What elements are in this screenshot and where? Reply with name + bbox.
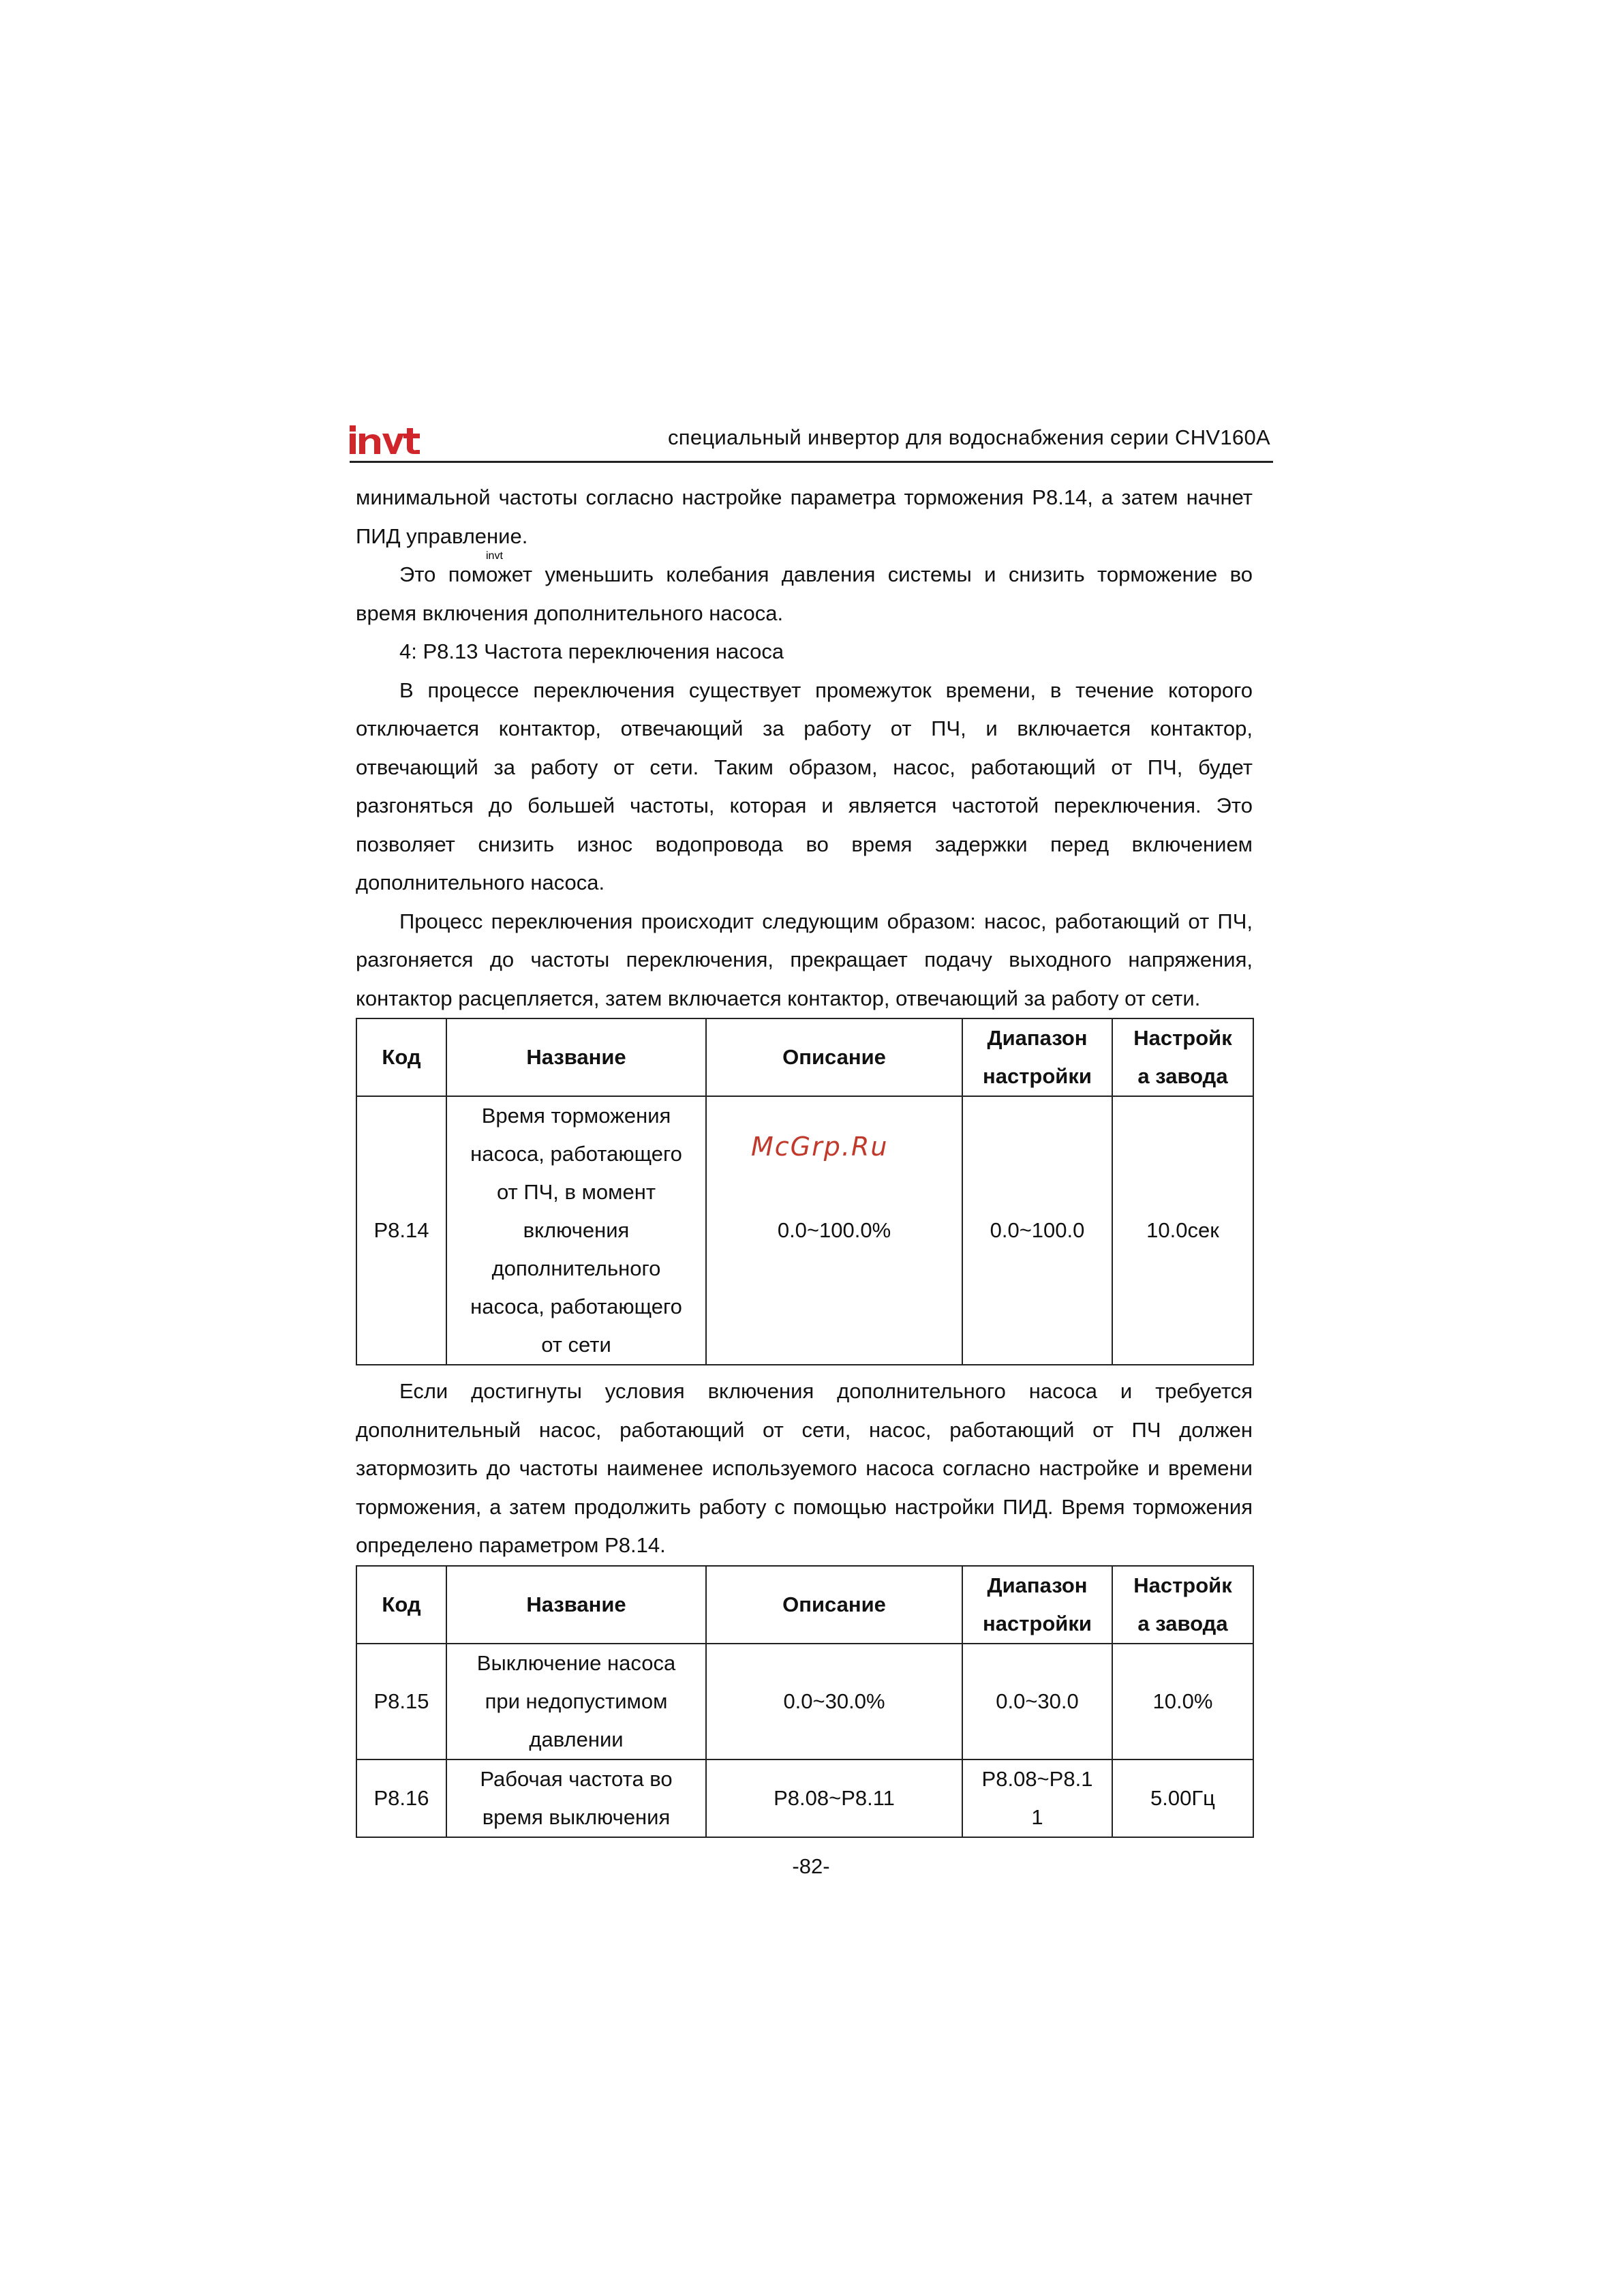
- watermark-text: McGrp.Ru: [751, 1132, 889, 1162]
- cell-code: P8.15: [356, 1644, 446, 1759]
- cell-name-line: от сети: [541, 1333, 611, 1357]
- header-range: [962, 1566, 1112, 1644]
- header-title: специальный инвертор для водоснабжения серии CHV160A: [667, 425, 1270, 449]
- cell-default: 10.0%: [1112, 1644, 1253, 1759]
- cell-description: 0.0~30.0%: [706, 1644, 962, 1759]
- paragraph: минимальной частоты согласно настройке параметра торможения P8.14, а затем начнет ПИД управление.: [356, 485, 1253, 548]
- cell-description: P8.08~P8.11: [706, 1759, 962, 1837]
- cell-name-line: при недопустимом: [485, 1689, 668, 1713]
- paragraph: В процессе переключения существует промежуток времени, в течение которого отключается контактор, отвечающий за работу от ПЧ, и включается контактор, отвечающий за работу от сети. Таким образом, насос, работающий от ПЧ, будет разгоняться до большей частоты, которая и является частотой переключения. Это позволяет снизить износ водопровода во время задержки перед включением дополнительного насоса.: [356, 678, 1253, 894]
- paragraph: Процесс переключения происходит следующим образом: насос, работающий от ПЧ, разгоняется до частоты переключения, прекращает подачу выходного напряжения, контактор расцепляется, затем включается контактор, отвечающий за работу от сети.: [356, 909, 1253, 1010]
- cell-name-line: Время торможения: [481, 1104, 671, 1128]
- cell-range-line: P8.08~P8.1: [981, 1766, 1093, 1791]
- header-name: Название: [446, 1566, 706, 1644]
- header-range-line: настройки: [983, 1611, 1092, 1635]
- cell-name: [446, 1644, 706, 1759]
- logo-text: invt: [486, 550, 503, 562]
- header-code: Код: [356, 1566, 446, 1644]
- header-code: Код: [356, 1018, 446, 1096]
- header-default: [1112, 1018, 1253, 1096]
- header-name: Название: [446, 1018, 706, 1096]
- header-default: [1112, 1566, 1253, 1644]
- header-description: Описание: [706, 1566, 962, 1644]
- cell-name-line: от ПЧ, в момент: [496, 1180, 656, 1204]
- cell-code: P8.16: [356, 1759, 446, 1837]
- header-range-line: Диапазон: [987, 1573, 1088, 1597]
- cell-name: [446, 1096, 706, 1365]
- header-range-line: Диапазон: [987, 1026, 1088, 1050]
- header-default-line: а завода: [1137, 1611, 1228, 1635]
- cell-default: 5.00Гц: [1112, 1759, 1253, 1837]
- paragraph: Если достигнуты условия включения дополнительного насоса и требуется дополнительный насос, работающий от сети, насос, работающий от ПЧ должен затормозить до частоты наименее используемого насоса согласно настройке и времени торможения, а затем продолжить работу с помощью настройки ПИД. Время торможения определено параметром P8.14.: [356, 1379, 1253, 1557]
- table-row: [356, 1759, 1253, 1837]
- table-row: [356, 1644, 1253, 1759]
- cell-range-line: 1: [1031, 1804, 1043, 1829]
- header-default-line: а завода: [1137, 1064, 1228, 1088]
- paragraph: Это поможет уменьшить колебания давления системы и снизить торможение во время включения дополнительного насоса.: [356, 562, 1253, 625]
- header-default-line: Настройк: [1133, 1026, 1232, 1050]
- table-header-row: [356, 1018, 1253, 1096]
- cell-range: 0.0~100.0: [962, 1096, 1112, 1365]
- page-number: -82-: [792, 1854, 830, 1878]
- section-heading: 4: P8.13 Частота переключения насоса: [399, 639, 784, 663]
- header-default-line: Настройк: [1133, 1573, 1232, 1597]
- cell-name-line: давлении: [529, 1727, 624, 1751]
- cell-name-line: насоса, работающего: [470, 1295, 682, 1318]
- header-range-line: настройки: [983, 1064, 1092, 1088]
- table-header-row: [356, 1566, 1253, 1644]
- parameter-table-1: [356, 1018, 1254, 1365]
- header-description: Описание: [706, 1018, 962, 1096]
- cell-name-line: включения: [523, 1218, 630, 1242]
- cell-description: 0.0~100.0%: [706, 1096, 962, 1365]
- cell-name-line: время выключения: [482, 1804, 671, 1829]
- header-range: [962, 1018, 1112, 1096]
- cell-name: [446, 1759, 706, 1837]
- cell-name-line: дополнительного: [491, 1256, 661, 1280]
- cell-name-line: Выключение насоса: [476, 1650, 676, 1675]
- cell-code: P8.14: [356, 1096, 446, 1365]
- cell-name-line: насоса, работающего: [470, 1142, 682, 1166]
- cell-default: 10.0сек: [1112, 1096, 1253, 1365]
- parameter-table-2: [356, 1565, 1254, 1838]
- cell-range: [962, 1759, 1112, 1837]
- cell-range: 0.0~30.0: [962, 1644, 1112, 1759]
- invt-logo: [350, 423, 503, 562]
- cell-name-line: Рабочая частота во: [480, 1766, 673, 1791]
